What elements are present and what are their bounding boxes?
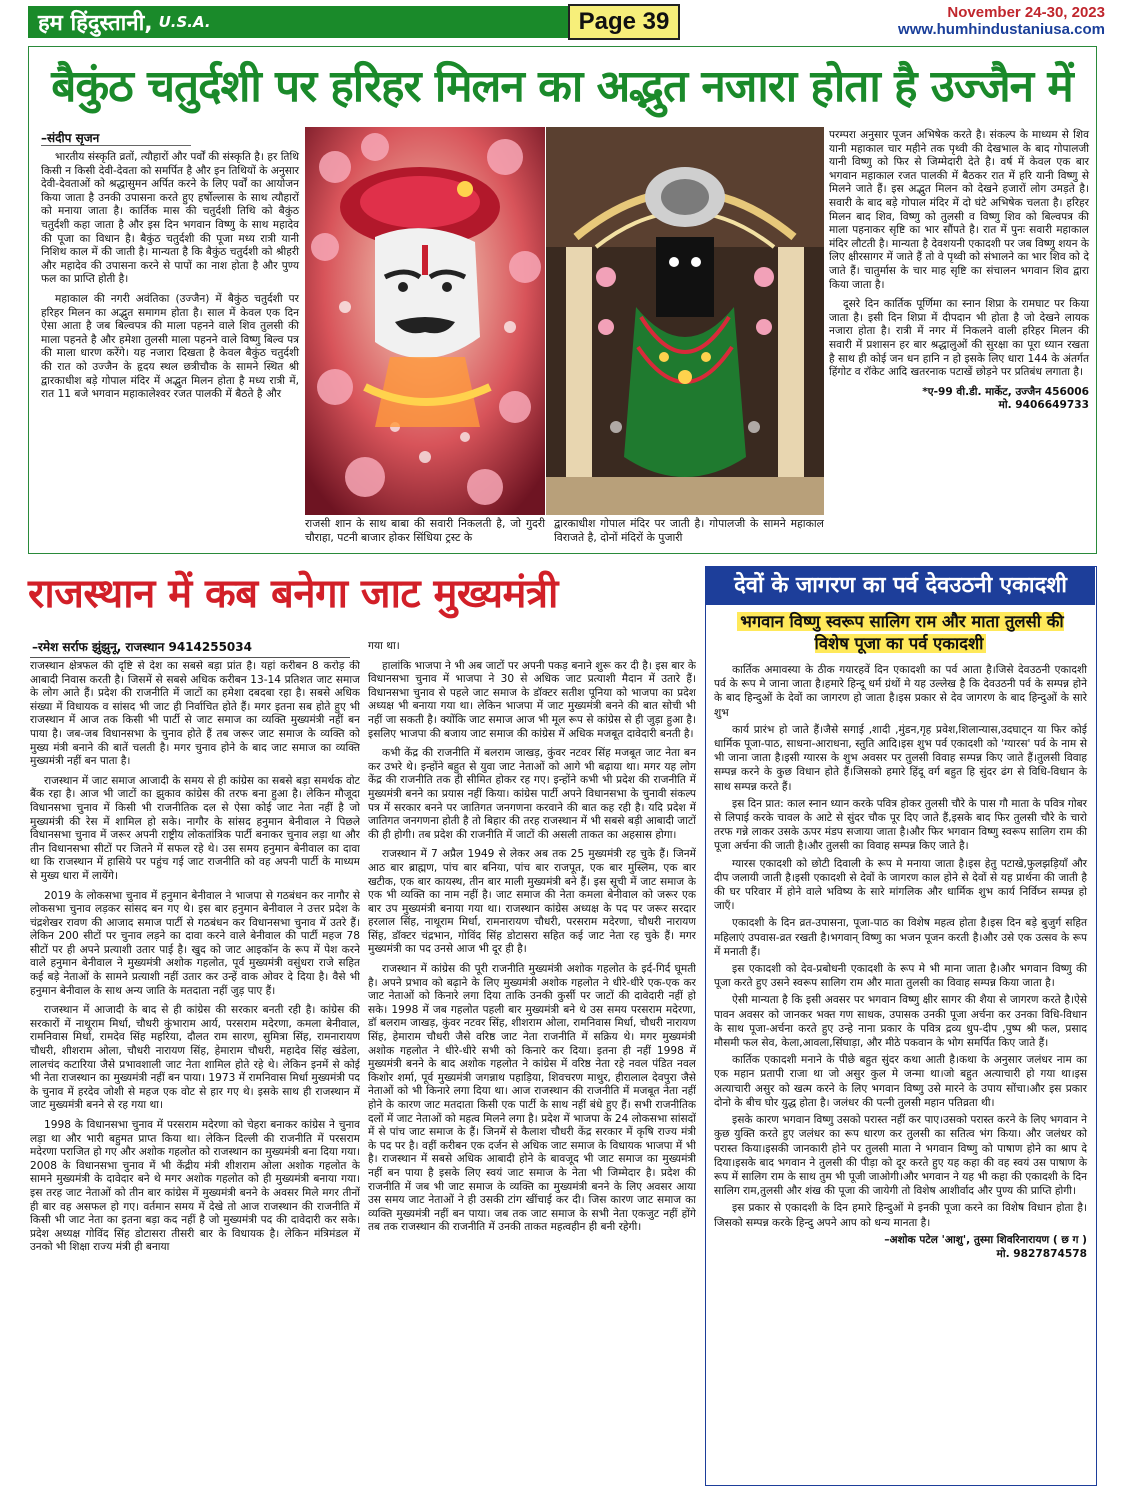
article2-headline: राजस्थान में कब बनेगा जाट मुख्यमंत्री <box>28 571 558 617</box>
article3-subheadline <box>728 611 1073 655</box>
paragraph: कभी केंद्र की राजनीति में बलराम जाखड़, कुंवर नटवर सिंह मजबूत जाट नेता बन कर उभरे थे। इन्होंने बहुत से युवा जाट नेताओं को आगे भी बढ़ाया था। मगर यह लोग केंद्र की राजनीति तक ही सीमित होकर रह गए। इन्होंने कभी भी प्रदेश की राजनीति में मुख्यमंत्री बनने का प्रयास नहीं किया। कांग्रेस पार्टी अपने विधानसभा के चुनावी संकल्प पत्र में सरकार बनने पर जातिगत जनगणना करवाने की बात कह रही है। यदि प्रदेश में जातिगत जनगणना होती है तो बिहार की तरह राजस्थान में भी सबसे बड़ी आबादी जाटों की ही होगी। तब प्रदेश की राजनीति में जाटों की असली ताकत का अहसास होगा। <box>368 747 696 841</box>
paragraph: इस प्रकार से एकादशी के दिन हमारे हिन्दुओं मे इनकी पूजा करने का विशेष विधान होता है।जिसको सम्पन्न करके हिन्दु अपने आप को धन्य मानता है। <box>714 1202 1087 1229</box>
paragraph: राजस्थान में कांग्रेस की पूरी राजनीति मुख्यमंत्री अशोक गहलोत के इर्द-गिर्द घूमती है। अपने प्रभाव को बढ़ाने के लिए मुख्यमंत्री अशोक गहलोत ने धीरे-धीरे एक-एक कर जाट नेताओं को किनारे लगा दिया ताकि उनकी कुर्सी पर जाटों की दावेदारी नहीं हो सके। 1998 में जब गहलोत पहली बार मुख्यमंत्री बने थे उस समय परसराम मदेरणा, डॉ बलराम जाखड़, कुंवर नटवर सिंह, शीशराम ओला, रामनिवास मिर्धा, चौधरी नारायण सिंह, हेमाराम चौधरी जैसे वरिष्ठ जाट नेता राजनीति में सक्रिय थे। मगर मुख्यमंत्री अशोक गहलोत ने धीरे-धीरे सभी को किनारे कर दिया। इतना ही नहीं 1998 में मुख्यमंत्री बनने के बाद अशोक गहलोत ने कांग्रेस में वरिष्ठ नेता रहे नवल पंडित नवल किशोर शर्मा, पूर्व मुख्यमंत्री जगन्नाथ पहाड़िया, शिवचरण माथुर, हीरालाल देवपुरा जैसे नेताओं को भी किनारे लगा दिया था। आज राजस्थान की राजनीति में मजबूत नेता नहीं होने के कारण जाट मतदाता किसी एक पार्टी के साथ नहीं बंधे हुए हैं। सभी राजनीतिक दलों में जाट नेताओं को महत्व मिलने लगा है। प्रदेश में भाजपा के 24 लोकसभा सांसदों में से पांच जाट समाज के हैं। जिनमें से कैलाश चौधरी केंद्र सरकार में कृषि राज्य मंत्री के पद पर है। वहीं करीबन एक दर्जन से अधिक जाट समाज के विधायक भाजपा में भी है। राजस्थान में सबसे अधिक आबादी होने के बावजूद भी जाट समाज का मुख्यमंत्री नहीं बन पाया है इसके लिए स्वयं जाट समाज के नेता भी जिम्मेदार है। प्रदेश की राजनीति में जब भी जाट समाज के व्यक्ति का मुख्यमंत्री बनने के लिए अवसर आया उस समय जाट नेताओं ने ही उसकी टांग खींचाई कर दी। जिस कारण जाट समाज का व्यक्ति मुख्यमंत्री नहीं बन पाया। जब तक जाट समाज के सभी नेता एकजुट नहीं होंगे तब तक राजस्थान की राजनीति में उनकी ताकत महत्वहीन ही बनी रहेगी। <box>368 963 696 1234</box>
paragraph: भारतीय संस्कृति व्रतों, त्यौहारों और पर्वों की संस्कृति है। हर तिथि किसी न किसी देवी-देवता को समर्पित है और इन तिथियों के अनुसार देवी-देवताओं को श्रद्धासुमन अर्पित करने के लिए पर्वों का आयोजन किया जाता है उनकी उपासना करते हुए हर्षोल्लास के साथ त्यौहारों को मनाया जाता है। कार्तिक मास की चतुर्दशी तिथि को बैकुंठ चतुर्दशी कहा जाता है और इस दिन भगवान विष्णु के साथ महादेव की पूजा का विधान है। बैकुंठ चतुर्दशी की पूजा मध्य रात्री यानी निशिथ काल में की जाती है। मान्यता है कि बैकुंठ चतुर्दशी को श्रीहरी और महादेव की उपासना करने से पापों का नाश होता है और पुण्य फल का प्राप्ति होती है। <box>41 151 299 286</box>
masthead-banner <box>28 6 568 38</box>
paragraph: इस एकादशी को देव-प्रबोधनी एकादशी के रूप मे भी माना जाता है।और भगवान विष्णु की पूजा करते हुए उसने स्वरूप सालिग राम और माता तुलसी का विवाह सम्पन्न किया जाता है। <box>714 963 1087 990</box>
article2-col1 <box>30 660 360 1490</box>
paragraph: राजस्थान में जाट समाज आजादी के समय से ही कांग्रेस का सबसे बड़ा समर्थक वोट बैंक रहा है। आज भी जाटों का झुकाव कांग्रेस की तरफ बना हुआ है। लेकिन मौजूदा विधानसभा चुनाव में किसी भी राजनीतिक दल से ऐसा कोई जाट नेता नहीं है जो मुख्यमंत्री की रेस में शामिल हो सके। नागौर के सांसद हनुमान बेनीवाल ने पिछले विधानसभा चुनाव में जरूर अपनी राष्ट्रीय लोकतांत्रिक पार्टी बनाकर चुनाव लड़ा था और तीन विधानसभा सीटों पर जितने में सफल रहे थे। उस समय हनुमान बेनीवाल का दावा था कि राजस्थान में हासिये पर पहुंच गई जाट राजनीति को वह अपनी पार्टी के माध्यम से मुख्य धारा में लायेंगे। <box>30 774 360 882</box>
paragraph: 2019 के लोकसभा चुनाव में हनुमान बेनीवाल ने भाजपा से गठबंधन कर नागौर से लोकसभा चुनाव लड़कर सांसद बन गए थे। इस बार हनुमान बेनीवाल ने उत्तर प्रदेश के चंद्रशेखर रावण की आजाद समाज पार्टी से गठबंधन कर विधानसभा चुनाव में उतरे हैं। लेकिन 200 सीटों पर चुनाव लड़ने का दावा करने वाले बेनीवाल की पार्टी महज 78 सीटों पर ही अपने प्रत्याशी उतार पाई है। खुद को जाट आइकॉन के रूप में पेश करने वाले हनुमान बेनीवाल ने मुख्यमंत्री अशोक गहलोत, पूर्व मुख्यमंत्री वसुंधरा राजे सहित कई बड़े नेताओं के सामने प्रत्याशी नहीं उतार कर उन्हें वाक ओवर दे दिया है। वैसे भी हनुमान बेनीवाल के साथ अन्य जाति के मतदाता नहीं जुड़ पाए हैं। <box>30 889 360 997</box>
photo-caption-2: द्वारकाधीश गोपाल मंदिर पर जाती है। गोपालजी के सामने महाकाल विराजते है, दोनों मंदिरों के पुजारी <box>554 517 824 544</box>
article3-body <box>714 663 1087 1261</box>
paragraph: राजस्थान में 7 अप्रैल 1949 से लेकर अब तक 25 मुख्यमंत्री रह चुके हैं। जिनमें आठ बार ब्राह्मण, पांच बार बनिया, पांच बार राजपूत, एक बार मुस्लिम, एक बार खटीक, एक बार कायस्थ, तीन बार माली मुख्यमंत्री बने हैं। इस सूची में जाट समाज के एक भी व्यक्ति का नाम नहीं है। जाट समाज की नेता कमला बेनीवाल को जरूर एक बार उप मुख्यमंत्री बनाया गया था। राजस्थान कांग्रेस अध्यक्ष के पद पर जरूर सरदार हरलाल सिंह, नाथूराम मिर्धा, रामनारायण चौधरी, परसराम मदेरणा, चौधरी नारायण सिंह, डॉक्टर चंद्रभान, गोविंद सिंह डोटासरा सहित कई जाट नेता रह चुके हैं। मगर मुख्यमंत्री का पद उनसे आज भी दूर ही है। <box>368 848 696 956</box>
article1-col3 <box>829 129 1089 413</box>
paragraph: दूसरे दिन कार्तिक पूर्णिमा का स्नान शिप्रा के रामघाट पर किया जाता है। इसी दिन शिप्रा में दीपदान भी होता है जो देखने लायक नजारा होता है। रात्री में नगर में निकलने वाली हरिहर मिलन की सवारी में प्रशासन हर बार श्रद्धालुओं की सुरक्षा का पूरा ध्यान रखता है साथ ही कोई जन धन हानि न हो इसके लिए धारा 144 के अंतर्गत हिंगोट व रॉकेट आदि खतरनाक पटाखें छोड़ने पर प्रतिबंध लगाता है। <box>829 298 1089 379</box>
paragraph: एकादशी के दिन व्रत-उपासना, पूजा-पाठ का विशेष महत्व होता है।इस दिन बड़े बुजुर्ग सहित महिलाएं उपवास-व्रत रखती है।भगवान् विष्णु का भजन पूजन करती है।और उसे एक उत्सव के रूप में मनाती हैं। <box>714 917 1087 958</box>
website-link[interactable]: www.humhindustaniusa.com <box>898 21 1105 38</box>
author-phone: मो. 9406649733 <box>998 399 1089 412</box>
byline-rule <box>41 145 191 146</box>
article3-headline: देवों के जागरण का पर्व देवउठनी एकादशी <box>706 567 1095 605</box>
author-address: *ए-99 वी.डी. मार्केट, उज्जैन 456006 <box>922 385 1089 398</box>
article1-col1 <box>41 151 299 547</box>
article-devuthani-ekadashi <box>705 566 1097 1486</box>
paragraph: परम्परा अनुसार पूजन अभिषेक करते है। संकल्प के माध्यम से शिव यानी महाकाल चार महीने तक पृथ्वी की देखभाल के बाद गोपालजी यानी विष्णु को फिर से जिम्मेदारी देते है। वर्ष में केवल एक बार भगवान महाकाल रजत पालकी में बैठकर रात में हरि यानी विष्णु से मिलने जाते हैं। इस अद्भुत मिलन को देखने हजारों लोग उमड़ते है। सवारी के बाद बड़े गोपाल मंदिर में दो घंटे अभिषेक चलता है। हरिहर मिलन बाद शिव, विष्णु को तुलसी व विष्णु शिव को बिल्वपत्र की माला पहनाकर सृष्टि का भार सौंपते है। रात में पुनः सवारी महाकाल मंदिर लौटती है। मान्यता है देवशयनी एकादशी पर जब विष्णु शयन के लिए क्षीरसागर में जाते हैं तो वे पृथ्वी को संभालने का भार शिव को दे जाते हैं। चातुर्मास के चार माह सृष्टि का संचालन भगवान शिव द्वारा किया जाता है। <box>829 129 1089 291</box>
page-number: Page 39 <box>568 4 680 40</box>
paragraph: महाकाल की नगरी अवंतिका (उज्जैन) में बैकुंठ चतुर्दशी पर हरिहर मिलन का अद्भुत समागम होता है। साल में केवल एक दिन ऐसा आता है जब बिल्वपत्र की माला पहनने वाले शिव तुलसी की माला पहनते है और हमेशा तुलसी माला पहनने वाले विष्णु बिल्व पत्र की माला धारण करेंगे। यह नजारा दिखता है केवल बैकुंठ चतुर्दशी की रात को उज्जैन के हृदय स्थल छत्रीचौक के सामने स्थित श्री द्वारकाधीश बड़े गोपाल मंदिर में अद्भुत मिलन होता है मध्य रात्री में, रात 11 बजे भगवान महाकालेश्वर रजत पालकी में बैठते है और <box>41 292 299 401</box>
deity-portrait-image <box>305 127 545 515</box>
paragraph: राजस्थान में आजादी के बाद से ही कांग्रेस की सरकार बनती रही है। कांग्रेस की सरकारों में नाथूराम मिर्धा, चौधरी कुंभाराम आर्य, परसराम मदेरणा, कमला बेनीवाल, रामनिवास मिर्धा, रामदेव सिंह महरिया, दौलत राम सारण, सुमित्रा सिंह, रामनारायण चौधरी, शीशराम ओला, चौधरी नारायण सिंह, हेमाराम चौधरी, महादेव सिंह खंडेला, लालचंद कटारिया जैसे प्रभावशाली जाट नेता शामिल होते रहे थे। लेकिन इनमें से कोई भी नेता राजस्थान का मुख्यमंत्री नहीं बन पाया। 1973 में रामनिवास मिर्धा मुख्यमंत्री पद के चुनाव में हरदेव जोशी से महज एक वोट से हार गए थे। इसके साथ ही राजस्थान में जाट मुख्यमंत्री बनने से रह गया था। <box>30 1004 360 1112</box>
author-name: –अशोक पटेल 'आशु', तुस्मा शिवरिनारायण ( छ ग ) <box>884 1233 1087 1246</box>
article-baikunth-chaturdashi <box>28 46 1097 554</box>
paragraph: ग्यारस एकादशी को छोटी दिवाली के रूप मे मनाया जाता है।इस हेतु पटाखे,फुलझड़ियाँ और दीप जलायी जाती है।इसी एकादशी से देवों के जागरण काल होने से देवों से यह प्रार्थना की जाती है की घर परिवार में होने वाले भविष्य के सारे मांगलिक और धार्मिक शुभ कार्य निर्विघ्न सम्पन्न हो जाएँ। <box>714 857 1087 913</box>
masthead-info <box>898 4 1105 38</box>
photo-caption-1: राजसी शान के साथ बाबा की सवारी निकलती है, जो गुदरी चौराहा, पटनी बाजार होकर सिंधिया ट्रस्ट के <box>305 517 545 544</box>
paragraph: 1998 के विधानसभा चुनाव में परसराम मदेरणा को चेहरा बनाकर कांग्रेस ने चुनाव लड़ा था और भारी बहुमत प्राप्त किया था। लेकिन दिल्ली की राजनीति में परसराम मदेरणा पराजित हो गए और अशोक गहलोत को राजस्थान का मुख्यमंत्री बना दिया गया। 2008 के विधानसभा चुनाव में भी केंद्रीय मंत्री शीशराम ओला अशोक गहलोत के सामने मुख्यमंत्री के दावेदार बने थे मगर अशोक गहलोत को ही मुख्यमंत्री बनाया गया। इस तरह जाट नेताओं को तीन बार कांग्रेस में मुख्यमंत्री बनने के अवसर मिले मगर तीनों ही बार वह असफल हो गए। वर्तमान समय में देखे तो आज राजस्थान की राजनीति में किसी भी जाट नेता का इतना बड़ा कद नहीं है जो मुख्यमंत्री पद की दावेदारी कर सके। प्रदेश अध्यक्ष गोविंद सिंह डोटासरा तीसरी बार के विधायक है। लेकिन मंत्रिमंडल में उनको भी शिक्षा राज्य मंत्री ही बनाया <box>30 1119 360 1254</box>
paragraph: कार्य प्रारंभ हो जाते हैं।जैसे सगाई ,शादी ,मुंडन,गृह प्रवेश,शिलान्यास,उदघाट्न या फिर कोई धार्मिक पूजा-पाठ, साधना-आराधना, स्तुति आदि।इस शुभ पर्व एकादशी को 'ग्यारस' पर्व के नाम से भी जाना जाता है।इसी ग्यारस के शुभ अवसर पर तुलसी विवाह सम्पन्न किए जाते हैं।तुलसी विवाह सम्पन्न करने के कुछ विधान होते हैं।जिसको हमारे हिंदू वर्ग बहुत हि सुंदर ढंग से विधि-विधान के साथ सम्पन्न करते हैं। <box>714 723 1087 793</box>
paragraph: राजस्थान क्षेत्रफल की दृष्टि से देश का सबसे बड़ा प्रांत है। यहां करीबन 8 करोड़ की आबादी निवास करती है। जिसमें से सबसे अधिक करीबन 13-14 प्रतिशत जाट समाज के लोग आते हैं। प्रदेश की राजनीति में जाटों का हमेशा दबदबा रहा है। सबसे अधिक संख्या में विधायक व सांसद भी जाट ही निर्वाचित होते हैं। मगर इतना सब होते हुए भी राजस्थान में आज तक किसी भी पार्टी से जाट समाज का व्यक्ति मुख्यमंत्री नहीं बन पाया है। जब-जब विधानसभा के चुनाव होते हैं तब जरूर जाट समाज के व्यक्ति को मुख्य मंत्री बनाने की बातें चलती है। मगर चुनाव होने के बाद जाट समाज का व्यक्ति मुख्यमंत्री नहीं बन पाता है। <box>30 660 360 768</box>
paragraph: इस दिन प्रात: काल स्नान ध्यान करके पवित्र होकर तुलसी चौरे के पास गौ माता के पवित्र गोबर से लिपाई करके चावल के आटे से सुंदर चौक पूर दिए जाते हैं,इसके बाद फिर तुलसी चौरे के चारो तरफ गन्ने लाकर उसके ऊपर मंडप सजाया जाता है।और फिर भगवान विष्णु स्वरूप सालिग राम की पूजा अर्चना की जाती है।और तुलसी का विवाह सम्पन्न किए जाते है। <box>714 797 1087 853</box>
subheadline-text: भगवान विष्णु स्वरूप सालिग राम और माता तुलसी की विशेष पूजा का पर्व एकादशी <box>737 612 1063 653</box>
article2-col2 <box>368 640 696 1490</box>
masthead <box>0 0 1135 44</box>
article2-byline: –रमेश सर्राफ झुंझुनू, राजस्थान 9414255034 <box>32 640 252 654</box>
byline-rule <box>30 657 350 658</box>
author-phone: मो. 9827874578 <box>996 1247 1087 1260</box>
paper-region: U.S.A. <box>158 13 211 31</box>
article1-headline: बैकुंठ चतुर्दशी पर हरिहर मिलन का अद्भुत नजारा होता है उज्जैन में <box>51 61 1073 112</box>
paragraph: हालांकि भाजपा ने भी अब जाटों पर अपनी पकड़ बनाने शुरू कर दी है। इस बार के विधानसभा चुनाव में भाजपा ने 30 से अधिक जाट प्रत्याशी मैदान में उतारे हैं। विधानसभा चुनाव से पहले जाट समाज के डॉक्टर सतीश पूनिया को भाजपा का प्रदेश अध्यक्ष भी बनाया गया था। लेकिन भाजपा में जाट मुख्यमंत्री बनने की बात सोची भी नहीं जा सकती है। क्योंकि जाट समाज आज भी मूल रूप से कांग्रेस से ही जुड़ा हुआ है। इसलिए भाजपा की बजाय जाट समाज की कांग्रेस में अधिक मजबूत दावेदारी बनती है। <box>368 659 696 740</box>
paragraph: इसके कारण भगवान विष्णु उसको परास्त नहीं कर पाए।उसको परास्त करने के लिए भगवान ने कुछ युक्ति करते हुए जलंधर का रूप धारण कर तुलसी का सतित्व भंग किया। और जलंधर को परास्त किया।इसकी जानकारी होने पर तुलसी माता ने भगवान विष्णु को पाषाण होने का श्राप दे दिया।इसके बाद भगवान ने तुलसी की पीड़ा को दूर करते हुए यह कहा की वह स्वयं उस पाषाण के रूप में सालिग राम के साथ तुम भी पूजी जाओगी।और भगवान ने यह भी कहा की एकादशी के दिन सालिग राम,तुलसी और शंख की पूजा की जायेगी तो विशेष आशीर्वाद और पुण्य की प्राप्ति होगी। <box>714 1114 1087 1198</box>
issue-date: November 24-30, 2023 <box>947 4 1105 21</box>
paragraph: कार्तिक एकादशी मनाने के पीछे बहुत सुंदर कथा आती है।कथा के अनुसार जलंधर नाम का एक महान प्रतापी राजा था जो असुर कुल मे जन्मा था।जो बहुत अत्याचारी हो गया था।इस अत्याचारी असुर को खत्म करने के लिए भगवान विष्णु उसे मारने के उपाय सोंचा।और इस प्रकार दोनो के बीच घोर युद्ध होता है। जलंधर की पत्नी तुलसी महान पतिव्रता थी। <box>714 1054 1087 1109</box>
paper-title: हम हिंदुस्तानी, <box>38 11 153 36</box>
article1-byline: –संदीप सृजन <box>41 131 100 145</box>
temple-idol-image <box>546 127 824 515</box>
paragraph: कार्तिक अमावस्या के ठीक गयारहवें दिन एकादशी का पर्व आता है।जिसे देवउठनी एकादशी पर्व के रूप मे जाना जाता है।हमारे हिन्दू धर्म ग्रंथों मे यह उल्लेख है कि देवउठनी पर्व के सम्पन्न होने के बाद हिन्दुओं के देवों का जागरण हो जाता है।इस प्रकार से देव जागरण के बाद हिन्दुओं के सारे शुभ <box>714 664 1088 719</box>
paragraph: ऐसी मान्यता है कि इसी अवसर पर भगवान विष्णु क्षीर सागर की शैया से जागरण करते है।ऐसे पावन अवसर को जानकर भक्त गण साधक, उपासक उनकी पूजा अर्चना कर उनका विधि-विधान के साथ पूजा-अर्चना करते हुए उन्हे नाना प्रकार के पवित्र द्रव्य धुप-दीप ,पुष्प श्री फल, प्रसाद मौसमी फल सेव, केला,आवला,सिंघाड़ा, और मीठे पकवान के भोग समर्पित किए जाते हैं। <box>714 994 1087 1050</box>
paragraph: गया था। <box>368 640 400 652</box>
